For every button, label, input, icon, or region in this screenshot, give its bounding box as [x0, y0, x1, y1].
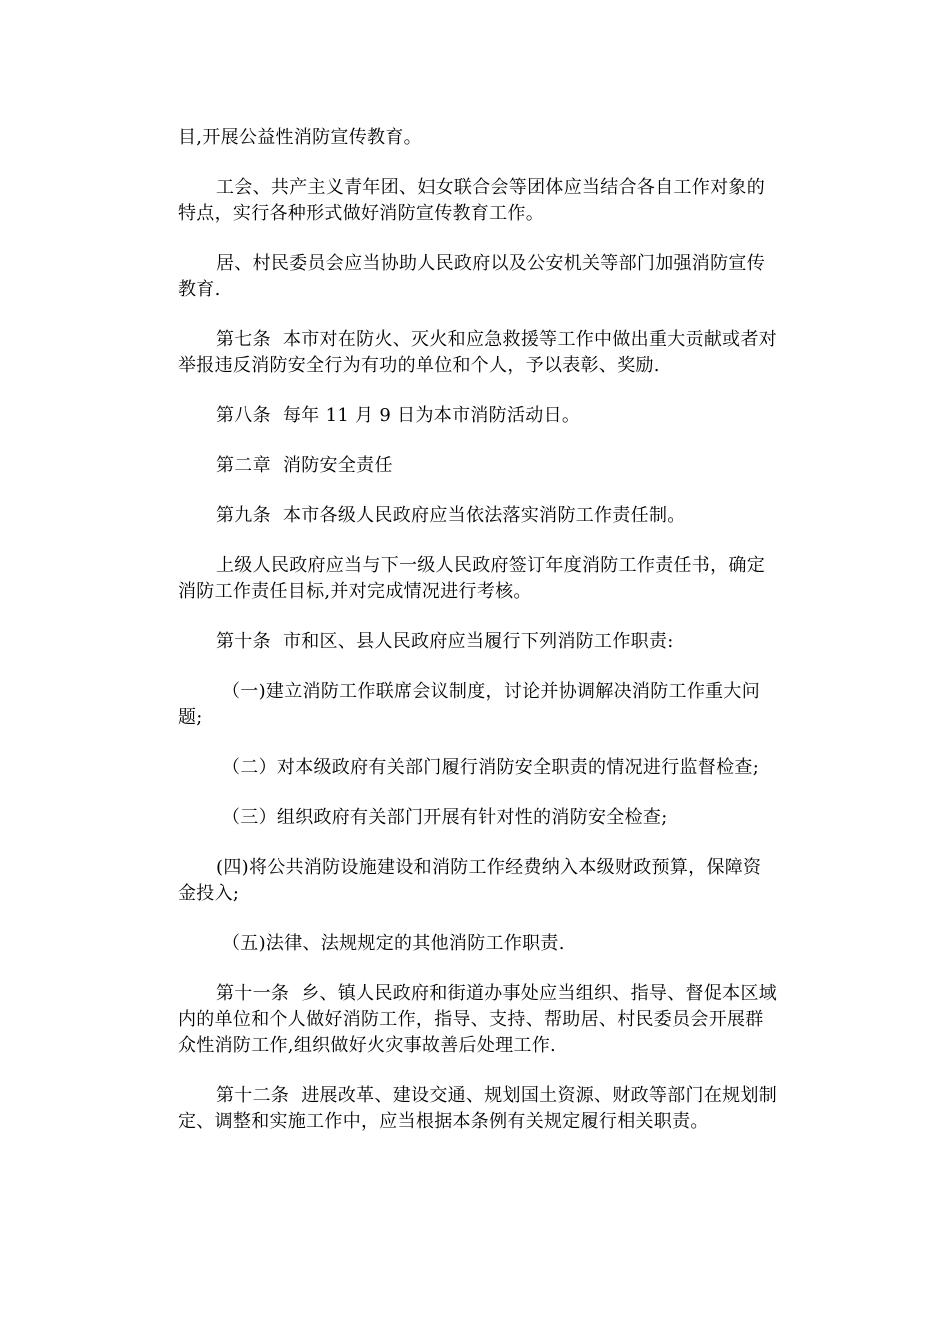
article-10: 第十条 市和区、县人民政府应当履行下列消防工作职责:: [216, 631, 674, 652]
chapter-2-heading: 第二章 消防安全责任: [216, 455, 393, 476]
paragraph-mass-organizations: 工会、共产主义青年团、妇女联合会等团体应当结合各自工作对象的特点，实行各种形式做好消防宣传教育工作。: [178, 177, 765, 224]
article-8: 第八条 每年 11 月 9 日为本市消防活动日。: [216, 405, 581, 426]
article-9-paragraph-2: 上级人民政府应当与下一级人民政府签订年度消防工作责任书，确定消防工作责任目标,并对完成情况进行考核。: [178, 555, 765, 602]
document-body: [178, 125, 778, 1159]
article-10-item-2: （二）对本级政府有关部门履行消防安全职责的情况进行监督检查;: [222, 757, 760, 778]
article-10-item-4: (四)将公共消防设施建设和消防工作经费纳入本级财政预算，保障资金投入;: [178, 857, 762, 904]
article-10-item-3: （三）组织政府有关部门开展有针对性的消防安全检查;: [222, 807, 668, 828]
article-10-item-5: （五)法律、法规规定的其他消防工作职责.: [222, 933, 565, 954]
article-9: 第九条 本市各级人民政府应当依法落实消防工作责任制。: [216, 505, 686, 526]
article-11: 第十一条 乡、镇人民政府和街道办事处应当组织、指导、督促本区域内的单位和个人做好消防工作，指导、支持、帮助居、村民委员会开展群众性消防工作,组织做好火灾事故善后处理工作.: [178, 983, 778, 1056]
article-10-item-1: （一)建立消防工作联席会议制度，讨论并协调解决消防工作重大问题;: [178, 681, 761, 728]
paragraph-residents-committees: 居、村民委员会应当协助人民政府以及公安机关等部门加强消防宣传教育.: [178, 253, 765, 300]
article-12: 第十二条 进展改革、建设交通、规划国土资源、财政等部门在规划制定、调整和实施工作中，应当根据本条例有关规定履行相关职责。: [178, 1085, 778, 1132]
paragraph-continuation: 目,开展公益性消防宣传教育。: [178, 127, 422, 148]
article-7: 第七条 本市对在防火、灭火和应急救援等工作中做出重大贡献或者对举报违反消防安全行为有功的单位和个人，予以表彰、奖励.: [178, 329, 778, 376]
